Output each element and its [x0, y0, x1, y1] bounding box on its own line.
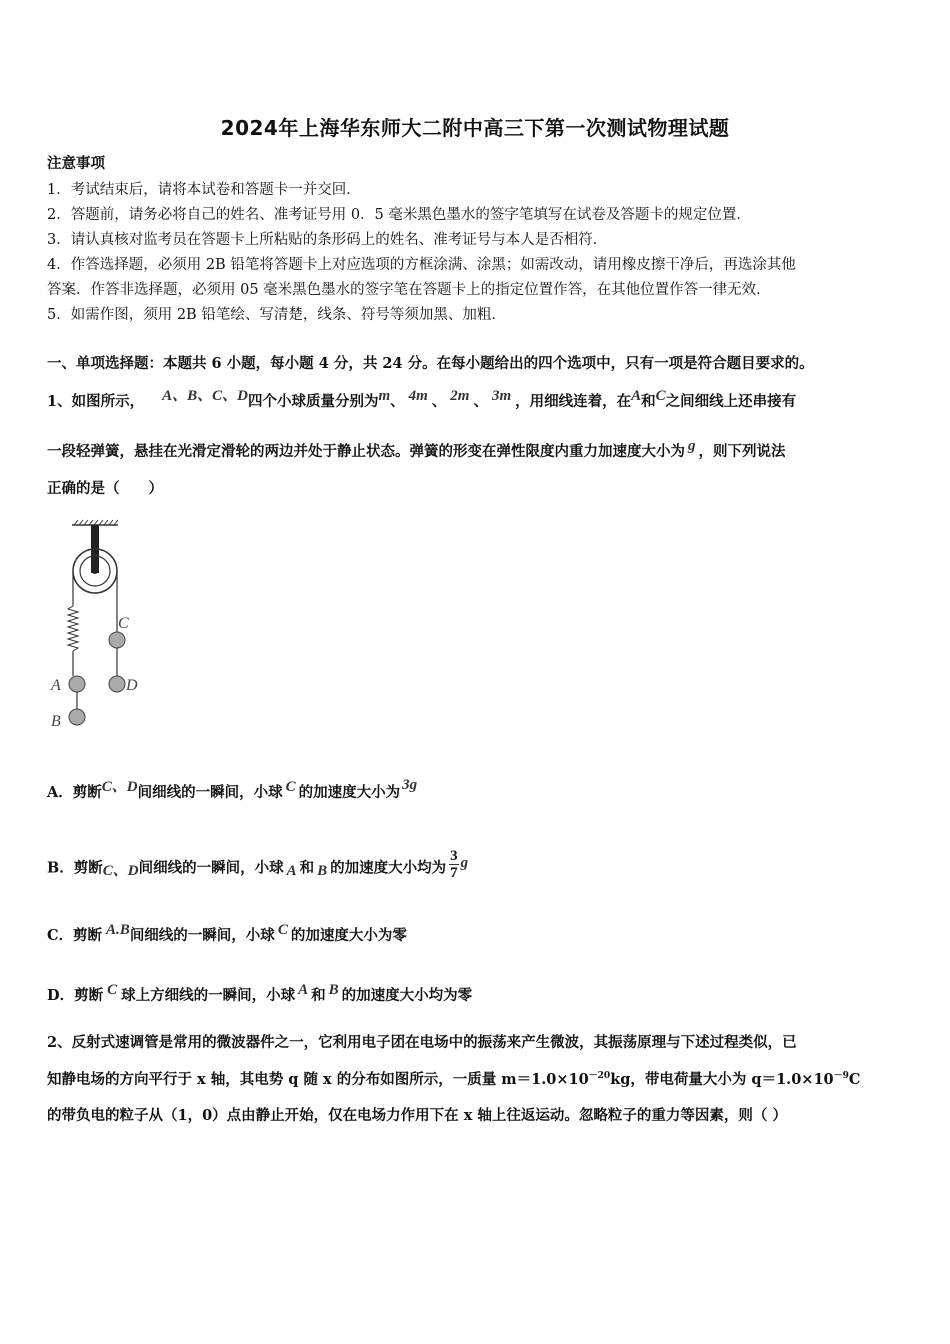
ball-C: [109, 632, 125, 648]
notice-item: 5．如需作图，须用 2B 铅笔绘、写清楚，线条、符号等须加黑、加粗．: [47, 307, 506, 323]
notice-item: 1．考试结束后，请将本试卷和答题卡一并交回．: [47, 182, 361, 198]
q2-line1: 2、反射式速调管是常用的微波器件之一，它利用电子团在电场中的振荡来产生微波，其振荡原理与下述过程类似，已: [47, 1034, 797, 1051]
label-D: D: [126, 677, 138, 694]
section-heading: 一、单项选择题：本题共 6 小题，每小题 4 分，共 24 分。在每小题给出的四个选项中，只有一项是符合题目要求的。: [47, 355, 814, 372]
notice-item: 答案．作答非选择题，必须用 05 毫米黑色墨水的签字笔在答题卡上的指定位置作答，在其他位置作答一律无效．: [47, 282, 771, 298]
q1-option-b[interactable]: B．剪断C、D间细线的一瞬间，小球 A 和 B 的加速度大小均为 $\frac{3}{7}$ g: [47, 848, 469, 881]
q2-line2: 知静电场的方向平行于 x 轴，其电势 q 随 x 的分布如图所示，一质量 $m=1.0\times 10^{-20}kg$，带电荷量大小为 $q=1.0\times 10^{-9}C$: [47, 1071, 861, 1088]
spring: [68, 606, 78, 651]
label-B: B: [51, 713, 61, 730]
fraction: $\frac{3}{7}$: [450, 848, 458, 881]
q1-line1: 1、如图所示， A、B、C、D四个小球质量分别为m、 4m 、 2m 、 3m ，用细线连着，在A和C之间细线上还串接有: [47, 388, 797, 410]
q1-line3: 正确的是（ ）: [47, 480, 163, 497]
ball-A: [69, 676, 85, 692]
pulley-figure: [40, 518, 150, 738]
q1-option-d[interactable]: D．剪断 C 球上方细线的一瞬间，小球 A 和 B 的加速度大小均为零: [47, 982, 473, 1004]
label-A: A: [51, 677, 61, 694]
ball-B: [69, 709, 85, 725]
notice-item: 4．作答选择题，必须用 2B 铅笔将答题卡上对应选项的方框涂满、涂黑；如需改动，请用橡皮擦干净后，再选涂其他: [47, 257, 796, 273]
notice-item: 3．请认真核对监考员在答题卡上所粘贴的条形码上的姓名、准考证号与本人是否相符．: [47, 232, 608, 248]
q2-line3: 的带负电的粒子从（1，0）点由静止开始，仅在电场力作用下在 x 轴上往返运动。忽略粒子的重力等因素，则（ ）: [47, 1107, 787, 1124]
pulley-axle: [92, 568, 98, 574]
notice-heading: 注意事项: [47, 155, 105, 172]
q1-option-c[interactable]: C．剪断 A.B间细线的一瞬间，小球 C 的加速度大小为零: [47, 922, 407, 944]
label-C: C: [118, 615, 129, 632]
ball-D: [109, 676, 125, 692]
notice-item: 2．答题前，请务必将自己的姓名、准考证号用 0．5 毫米黑色墨水的签字笔填写在试卷及答题卡的规定位置．: [47, 207, 751, 223]
q1-line2: 一段轻弹簧，悬挂在光滑定滑轮的两边并处于静止状态。弹簧的形变在弹性限度内重力加速度大小为 g ，则下列说法: [47, 438, 786, 460]
page-title: 2024年上海华东师大二附中高三下第一次测试物理试题: [220, 116, 730, 140]
q1-option-a[interactable]: A．剪断C、D间细线的一瞬间，小球 C 的加速度大小为 3g: [47, 777, 418, 801]
